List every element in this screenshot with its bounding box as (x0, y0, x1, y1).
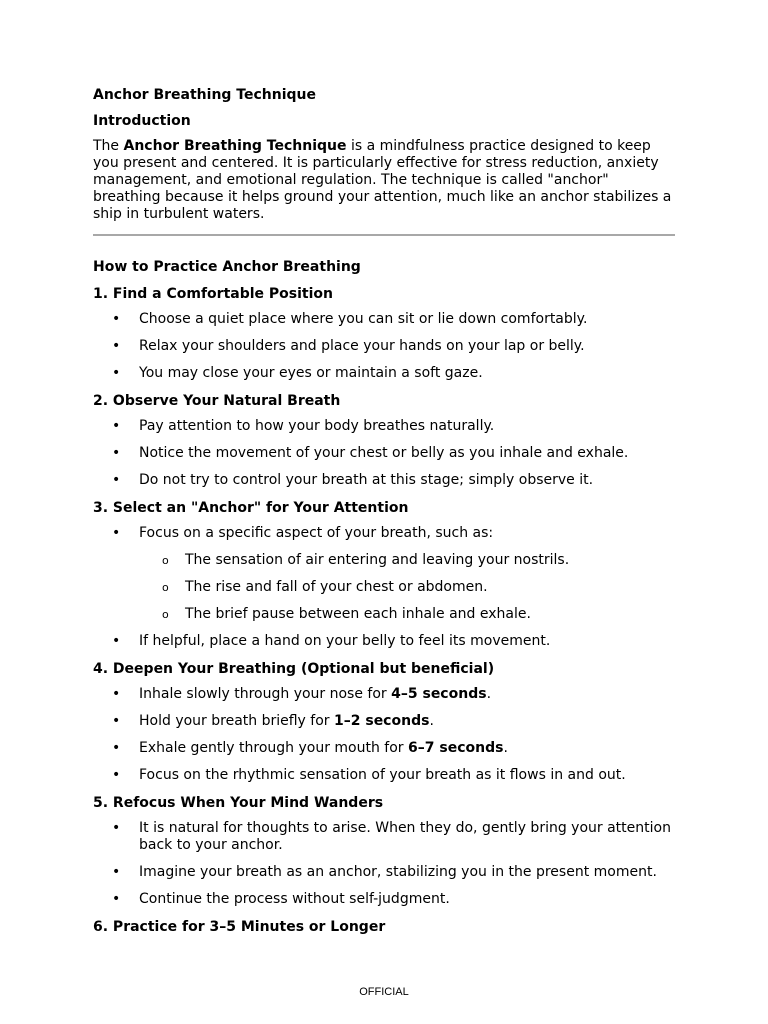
bullet-icon: • (112, 338, 121, 354)
list-item-text: Pay attention to how your body breathes naturally. (139, 418, 495, 434)
sub-list-item (139, 606, 675, 623)
circle-bullet-icon: o (162, 554, 169, 567)
document-title: Anchor Breathing Technique (93, 87, 317, 103)
sub-list-item (139, 579, 675, 596)
how-to-heading: How to Practice Anchor Breathing (93, 259, 361, 275)
bullet-icon: • (112, 445, 121, 461)
bullet-icon: • (112, 418, 121, 434)
bullet-list (93, 525, 675, 650)
list-item (93, 472, 675, 489)
bullet-icon: • (112, 472, 121, 488)
list-item (93, 820, 675, 854)
bullet-list (93, 311, 675, 382)
duration-value: 1–2 seconds (334, 713, 430, 729)
sub-bullet-list (139, 552, 675, 623)
list-item-text-pre: Exhale gently through your mouth for (139, 740, 409, 756)
list-item-text: Relax your shoulders and place your hands on your lap or belly. (139, 338, 585, 354)
document-page (93, 86, 675, 944)
list-item-text: Focus on the rhythmic sensation of your breath as it flows in and out. (139, 767, 626, 783)
list-item-text: Focus on a specific aspect of your breath, such as: (139, 525, 494, 541)
list-item-text-pre: Inhale slowly through your nose for (139, 686, 392, 702)
circle-bullet-icon: o (162, 608, 169, 621)
list-item-text-post: . (503, 740, 508, 756)
step-heading: 6. Practice for 3–5 Minutes or Longer (93, 919, 386, 935)
horizontal-divider (93, 234, 675, 236)
list-item-text-post: . (429, 713, 434, 729)
sub-list-item-text: The rise and fall of your chest or abdomen. (185, 579, 488, 595)
list-item (93, 338, 675, 355)
list-item (93, 311, 675, 328)
intro-lead: The (93, 138, 124, 154)
list-item (93, 418, 675, 435)
sub-list-item-text: The sensation of air entering and leaving your nostrils. (185, 552, 570, 568)
step-heading: 3. Select an "Anchor" for Your Attention (93, 500, 409, 516)
list-item-text: Imagine your breath as an anchor, stabilizing you in the present moment. (139, 864, 657, 880)
step-heading: 1. Find a Comfortable Position (93, 286, 333, 302)
bullet-icon: • (112, 686, 121, 702)
list-item (93, 740, 675, 757)
step-heading: 2. Observe Your Natural Breath (93, 393, 341, 409)
bullet-icon: • (112, 740, 121, 756)
list-item (93, 445, 675, 462)
list-item (93, 525, 675, 623)
list-item-text: Do not try to control your breath at this stage; simply observe it. (139, 472, 594, 488)
list-item (93, 864, 675, 881)
bullet-icon: • (112, 713, 121, 729)
sub-list-item (139, 552, 675, 569)
list-item-text: If helpful, place a hand on your belly to feel its movement. (139, 633, 551, 649)
list-item-text: Continue the process without self-judgment. (139, 891, 450, 907)
step-heading: 4. Deepen Your Breathing (Optional but beneficial) (93, 661, 495, 677)
bullet-icon: • (112, 311, 121, 327)
sub-list-item-text: The brief pause between each inhale and exhale. (185, 606, 531, 622)
bullet-icon: • (112, 767, 121, 783)
list-item (93, 767, 675, 784)
list-item (93, 686, 675, 703)
introduction-heading: Introduction (93, 113, 191, 129)
intro-rest: is a mindfulness practice designed to keep you present and centered. It is particularly effective for stress reduction, anxiety management, and emotional regulation. The technique is called "anchor" breathing because it helps ground your attention, much like an anchor stabilizes a ship in turbulent waters. (93, 138, 672, 222)
bullet-icon: • (112, 633, 121, 649)
bullet-icon: • (112, 864, 121, 880)
step-heading: 5. Refocus When Your Mind Wanders (93, 795, 384, 811)
intro-bold-term: Anchor Breathing Technique (123, 138, 347, 154)
bullet-icon: • (112, 525, 121, 541)
list-item-text-pre: Hold your breath briefly for (139, 713, 334, 729)
bullet-icon: • (112, 891, 121, 907)
bullet-list (93, 686, 675, 784)
duration-value: 6–7 seconds (408, 740, 504, 756)
bullet-list (93, 418, 675, 489)
list-item (93, 633, 675, 650)
list-item-text-post: . (486, 686, 492, 702)
list-item-text: It is natural for thoughts to arise. When they do, gently bring your attention back to your anchor. (139, 820, 671, 853)
duration-value: 4–5 seconds (391, 686, 487, 702)
list-item (93, 891, 675, 908)
list-item (93, 713, 675, 730)
list-item-text: Choose a quiet place where you can sit or lie down comfortably. (139, 311, 588, 327)
bullet-list (93, 820, 675, 908)
bullet-icon: • (112, 820, 121, 836)
introduction-paragraph (93, 138, 675, 223)
list-item (93, 365, 675, 382)
circle-bullet-icon: o (162, 581, 169, 594)
bullet-icon: • (112, 365, 121, 381)
classification-footer: OFFICIAL (359, 986, 409, 998)
list-item-text: Notice the movement of your chest or belly as you inhale and exhale. (139, 445, 629, 461)
list-item-text: You may close your eyes or maintain a soft gaze. (139, 365, 483, 381)
